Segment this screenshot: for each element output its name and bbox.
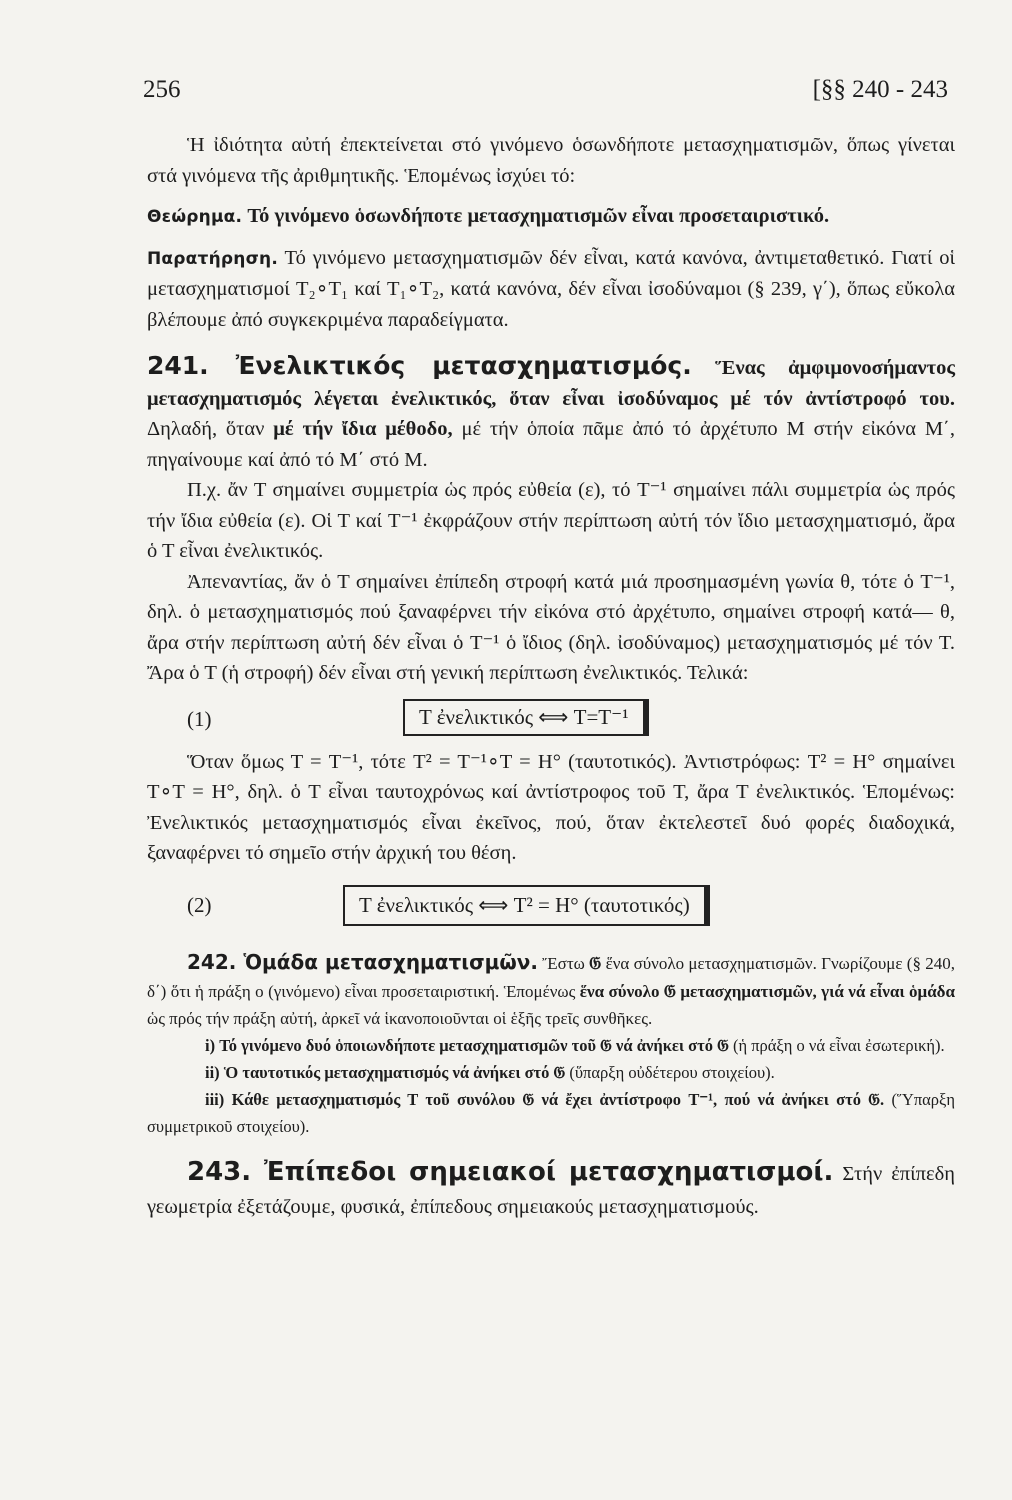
condition-item bbox=[147, 1086, 955, 1140]
remark bbox=[147, 243, 955, 336]
section-243-text: Στήν ἐπίπεδη γεωμετρία ἐξετάζουμε, φυσικά, ἐπίπεδους σημειακούς μετασχηματισμούς. bbox=[147, 1162, 956, 1218]
section-241-title: 241. Ἐνελικτικός μετασχηματισμός. bbox=[147, 351, 692, 380]
theorem bbox=[147, 201, 955, 233]
section-241-bold-b: μέ τήν ἴδια μέθοδο, bbox=[273, 418, 453, 440]
condition-3-bold: iii) Κάθε μετασχηματισμός Τ τοῦ συνόλου 𝔊 νά ἔχει ἀντίστροφο T⁻¹, πού νά ἀνήκει στό 𝔊. bbox=[205, 1089, 885, 1109]
theorem-text: Τό γινόμενο ὁσωνδήποτε μετασχηματισμῶν εἶναι προσεταιριστικό. bbox=[247, 205, 830, 227]
formula-2 bbox=[147, 885, 955, 933]
formula-2-number: (2) bbox=[187, 892, 212, 917]
paragraph-when: Ὅταν ὅμως Τ = T⁻¹, τότε T² = T⁻¹∘T = H° (ταυτοτικός). Ἀντιστρόφως: T² = H° σημαίνει T∘T = H°, δηλ. ὁ Τ εἶναι ταυτοχρόνως καί ἀντίστροφος τοῦ Τ, ἄρα Τ ἐνελικτικός. Ἑπομένως: Ἐνελικτικός μετασχηματισμός εἶναι ἐκεῖνος, πού, ὅταν ἐκτελεστεῖ δυό φορές διαδοχικά, ξαναφέρνει τό σημεῖο στήν ἀρχική του θέση. bbox=[147, 750, 955, 864]
formula-1-number: (1) bbox=[187, 706, 212, 731]
section-242 bbox=[147, 949, 955, 1140]
set-symbol: 𝔊 bbox=[589, 953, 602, 974]
paragraph-intro: Ἡ ἰδιότητα αὐτή ἐπεκτείνεται στό γινόμενο ὁσωνδήποτε μετασχηματισμῶν, ὅπως γίνεται στά γινόμενα τῆς ἀριθμητικῆς. Ἑπομένως ἰσχύει τό: bbox=[147, 134, 955, 187]
section-241-definition: Ἕνας ἀμφιμονοσήμαντος μετασχηματισμός λέγεται ἐνελικτικός, ὅταν εἶναι ἰσοδύναμος μέ τόν ἀντίστροφό του. bbox=[147, 357, 956, 410]
section-242-text-d: ὡς πρός τήν πράξη αὐτή, ἀρκεῖ νά ἱκανοποιοῦνται οἱ ἑξῆς τρεῖς συνθῆκες. bbox=[147, 1008, 653, 1028]
theorem-label: Θεώρημα. bbox=[147, 207, 243, 227]
paragraph-contrary: Ἀπεναντίας, ἄν ὁ Τ σημαίνει ἐπίπεδη στροφή κατά μιά προσημασμένη γωνία θ, τότε ὁ T⁻¹, δηλ. ὁ μετασχηματισμός πού ξαναφέρνει τήν εἰκόνα στό ἀρχέτυπο, σημαίνει στροφή κατά— θ, ἄρα στήν περίπτωση αὐτή δέν εἶναι ὁ T⁻¹ ὁ ἴδιος (δηλ. ἰσοδύναμος) μετασχηματισμός μέ τόν Τ. Ἄρα ὁ Τ (ἡ στροφή) δέν εἶναι στή γενική περίπτωση ἐνελικτικός. Τελικά: bbox=[147, 570, 955, 684]
formula-1 bbox=[147, 699, 955, 747]
section-242-intro bbox=[147, 949, 955, 1032]
section-242-title: 242. Ὁμάδα μετασχηματισμῶν. bbox=[187, 949, 538, 974]
section-242-text-a: Ἔστω bbox=[542, 953, 585, 973]
section-241 bbox=[147, 351, 955, 475]
section-243-paragraph bbox=[147, 1156, 955, 1224]
condition-2-rest: (ὕπαρξη οὐδέτερου στοιχείου). bbox=[569, 1062, 775, 1082]
condition-1-rest: (ἡ πράξη ο νά εἶναι ἐσωτερική). bbox=[732, 1035, 945, 1055]
section-242-bold-c: ἕνα σύνολο 𝔊 μετασχηματισμῶν, γιά νά εἶναι ὁμάδα bbox=[579, 981, 955, 1001]
section-243-title: 243. Ἐπίπεδοι σημειακοί μετασχηματισμοί. bbox=[187, 1156, 834, 1187]
section-range: [§§ 240 - 243 bbox=[812, 76, 948, 103]
condition-item bbox=[147, 1059, 955, 1086]
formula-1-box: Τ ἐνελικτικός ⟺ T=T⁻¹ bbox=[403, 699, 645, 736]
remark-text: Τό γινόμενο μετασχηματισμῶν δέν εἶναι, κατά κανόνα, ἀντιμεταθετικό. Γιατί οἱ μετασχηματισμοί T₂∘T₁ καί T₁∘T₂, κατά κανόνα, δέν εἶναι ἰσοδύναμοι (§ 239, γ΄), ὅπως εὔκολα βλέπουμε ἀπό συγκεκριμένα παραδείγματα. bbox=[147, 246, 955, 331]
section-242-text-b: ἕνα σύνολο μετασχηματισμῶν. Γνωρίζουμε (§ 240, δ΄) ὅτι ἡ πράξη ο (γινόμενο) εἶναι προσεταιριστική. Ἑπομένως bbox=[147, 953, 956, 1001]
formula-2-box: Τ ἐνελικτικός ⟺ T² = H° (ταυτοτικός) bbox=[343, 885, 706, 926]
condition-1-bold: i) Τό γινόμενο δυό ὁποιωνδήποτε μετασχηματισμῶν τοῦ 𝔊 νά ἀνήκει στό 𝔊 bbox=[205, 1035, 729, 1055]
section-243 bbox=[147, 1156, 955, 1224]
conditions-list bbox=[147, 1032, 955, 1140]
remark-label: Παρατήρηση. bbox=[147, 248, 278, 269]
section-241-text-a: Δηλαδή, ὅταν bbox=[147, 418, 265, 440]
section-241-text-c: μέ τήν ὁποία πᾶμε ἀπό τό ἀρχέτυπο Μ στήν εἰκόνα Μ΄, πηγαίνουμε καί ἀπό τό Μ΄ στό Μ. bbox=[147, 418, 956, 471]
condition-2-bold: ii) Ὁ ταυτοτικός μετασχηματισμός νά ἀνήκει στό 𝔊 bbox=[205, 1062, 566, 1082]
paragraph-example: Π.χ. ἄν Τ σημαίνει συμμετρία ὡς πρός εὐθεία (ε), τό T⁻¹ σημαίνει πάλι συμμετρία ὡς πρός τήν ἴδια εὐθεία (ε). Οἱ Τ καί T⁻¹ ἐκφράζουν στήν περίπτωση αὐτή τόν ἴδιο μετασχηματισμό, ἄρα ὁ Τ εἶναι ἐνελικτικός. bbox=[147, 479, 955, 562]
condition-item bbox=[147, 1032, 955, 1059]
page-body bbox=[147, 130, 955, 1224]
page-number: 256 bbox=[143, 76, 181, 103]
condition-3-rest: (Ὕπαρξη συμμετρικοῦ στοιχείου). bbox=[147, 1089, 956, 1136]
